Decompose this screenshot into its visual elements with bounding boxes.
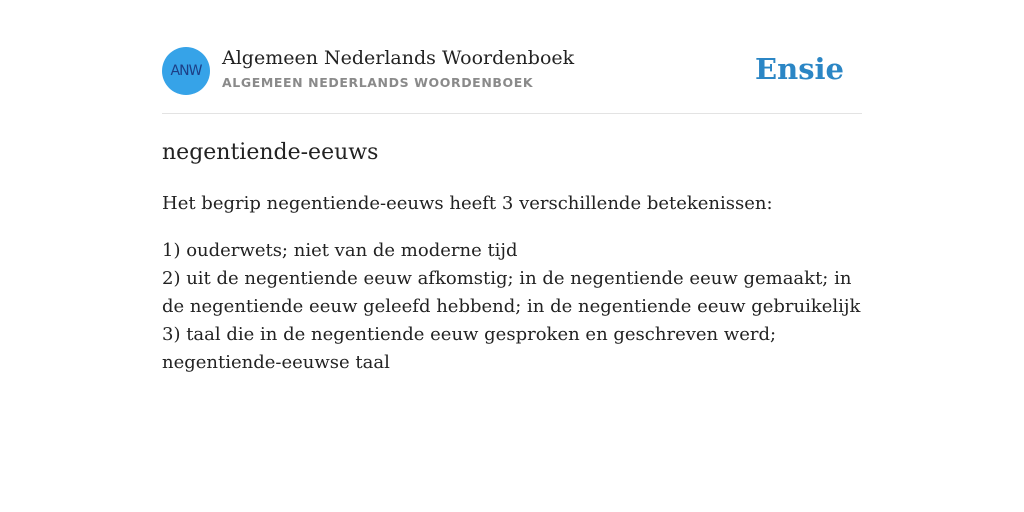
- anw-logo-text: ANW: [170, 63, 202, 79]
- meanings-list: [162, 237, 862, 377]
- meaning-item: 1) ouderwets; niet van de moderne tijd: [162, 240, 518, 261]
- site-header: [162, 0, 862, 114]
- anw-logo[interactable]: [162, 47, 210, 95]
- meaning-item: 3) taal die in de negentiende eeuw gesproken en geschreven werd; negentiende-eeuwse taal: [162, 324, 777, 373]
- content-column: [162, 0, 862, 373]
- site-subtitle: ALGEMEEN NEDERLANDS WOORDENBOEK: [222, 75, 534, 90]
- site-title[interactable]: Algemeen Nederlands Woordenboek: [222, 47, 575, 69]
- entry-intro: Het begrip negentiende-eeuws heeft 3 verschillende betekenissen:: [162, 193, 773, 214]
- ensie-brand-logo[interactable]: Ensie: [755, 52, 844, 86]
- meaning-item: 2) uit de negentiende eeuw afkomstig; in de negentiende eeuw gemaakt; in de negentiende eeuw geleefd hebbend; in de negentiende eeuw gebruikelijk: [162, 268, 861, 317]
- entry-word-title: negentiende-eeuws: [162, 140, 379, 165]
